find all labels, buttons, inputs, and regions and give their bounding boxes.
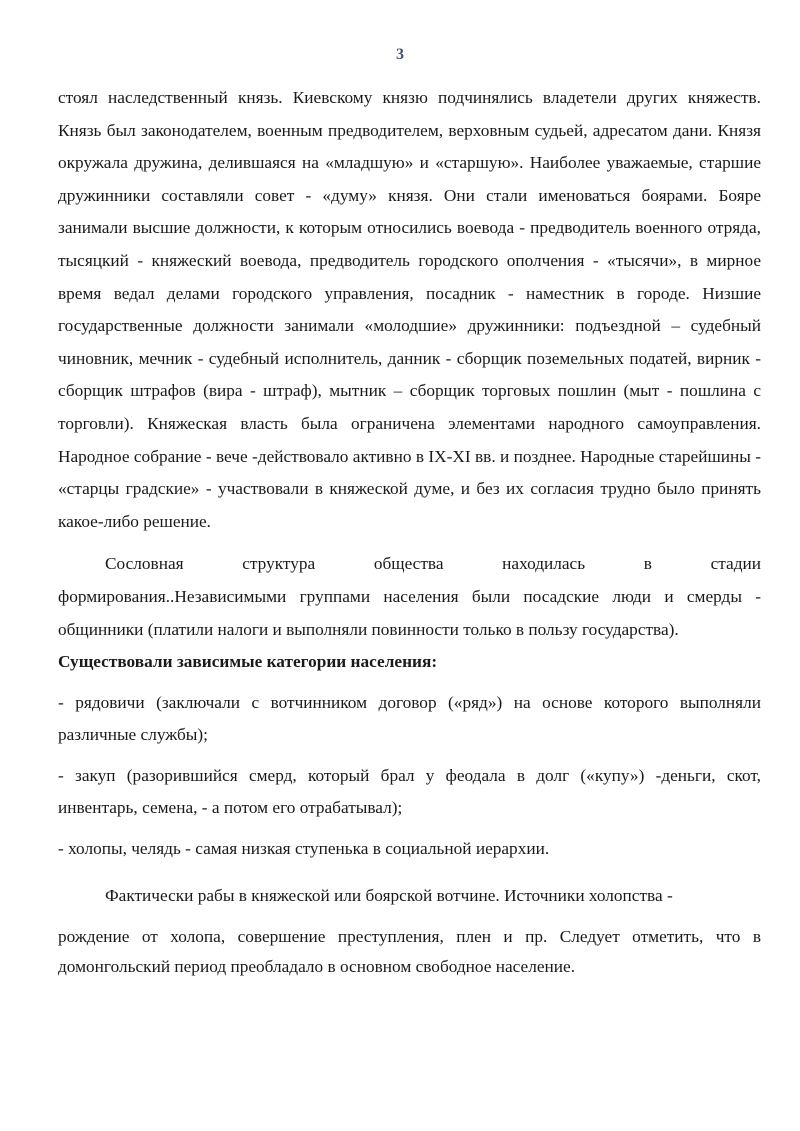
list-item-zakup: - закуп (разорившийся смерд, который брал у феодала в долг («купу») -деньги, скот, инвентарь, семена, - а потом его отрабатывал); [58,765,761,818]
paragraph-slavery-sources: рождение от холопа, совершение преступления, плен и пр. Следует отметить, что в домонгольский период преобладало в основном свободное население. [58,927,761,977]
paragraph-princely-power: стоял наследственный князь. Киевскому князю подчинялись владетели других княжеств. Князь был законодателем, военным предводителем, верховным судьей, адресатом дани. Князя окружала дружина, делившаяся на «младшую» и «старшую». Наиболее уважаемые, старшие дружинники составляли совет - «думу» князя. Они стали именоваться боярами. Бояре занимали высшие должности, к которым относились воевода - предводитель военного отряда, тысяцкий - княжеский воевода, предводитель городского ополчения - «тысячи», в мирное время ведал делами городского управления, посадник - наместник в городе. Низшие государственные должности занимали «молодшие» дружинники: подъездной – судебный чиновник, мечник - судебный исполнитель, данник - сборщик поземельных податей, вирник - сборщик штрафов (вира - штраф), мытник – сборщик торговых пошлин (мыт - пошлина с торговли). Княжеская власть была ограничена элементами народного самоуправления. Народное собрание - вече -действовало активно в IX-XI вв. и позднее. Народные старейшины - «старцы градские» - участвовали в княжеской думе, и без их согласия трудно было принять какое-либо решение. [58,88,761,531]
heading-dependent-categories: Существовали зависимые категории населения: [58,652,438,672]
paragraph-slaves: Фактически рабы в княжеской или боярской вотчине. Источники холопства - [105,885,673,905]
page-number: 3 [396,46,404,63]
list-item-ryadovichi: - рядовичи (заключали с вотчинником договор («ряд») на основе которого выполняли различные службы); [58,692,761,745]
paragraph-estate-structure-line1: Сословная структура общества находилась в стадии [105,554,761,574]
document-body [58,82,761,982]
list-item-kholopy: - холопы, челядь - самая низкая ступенька в социальной иерархии. [58,839,550,859]
paragraph-estate-structure-rest: формирования..Независимыми группами населения были посадские люди и смерды - общинники (платили налоги и выполняли повинности только в пользу государства). [58,586,761,639]
paragraph-estate-structure [58,548,761,646]
